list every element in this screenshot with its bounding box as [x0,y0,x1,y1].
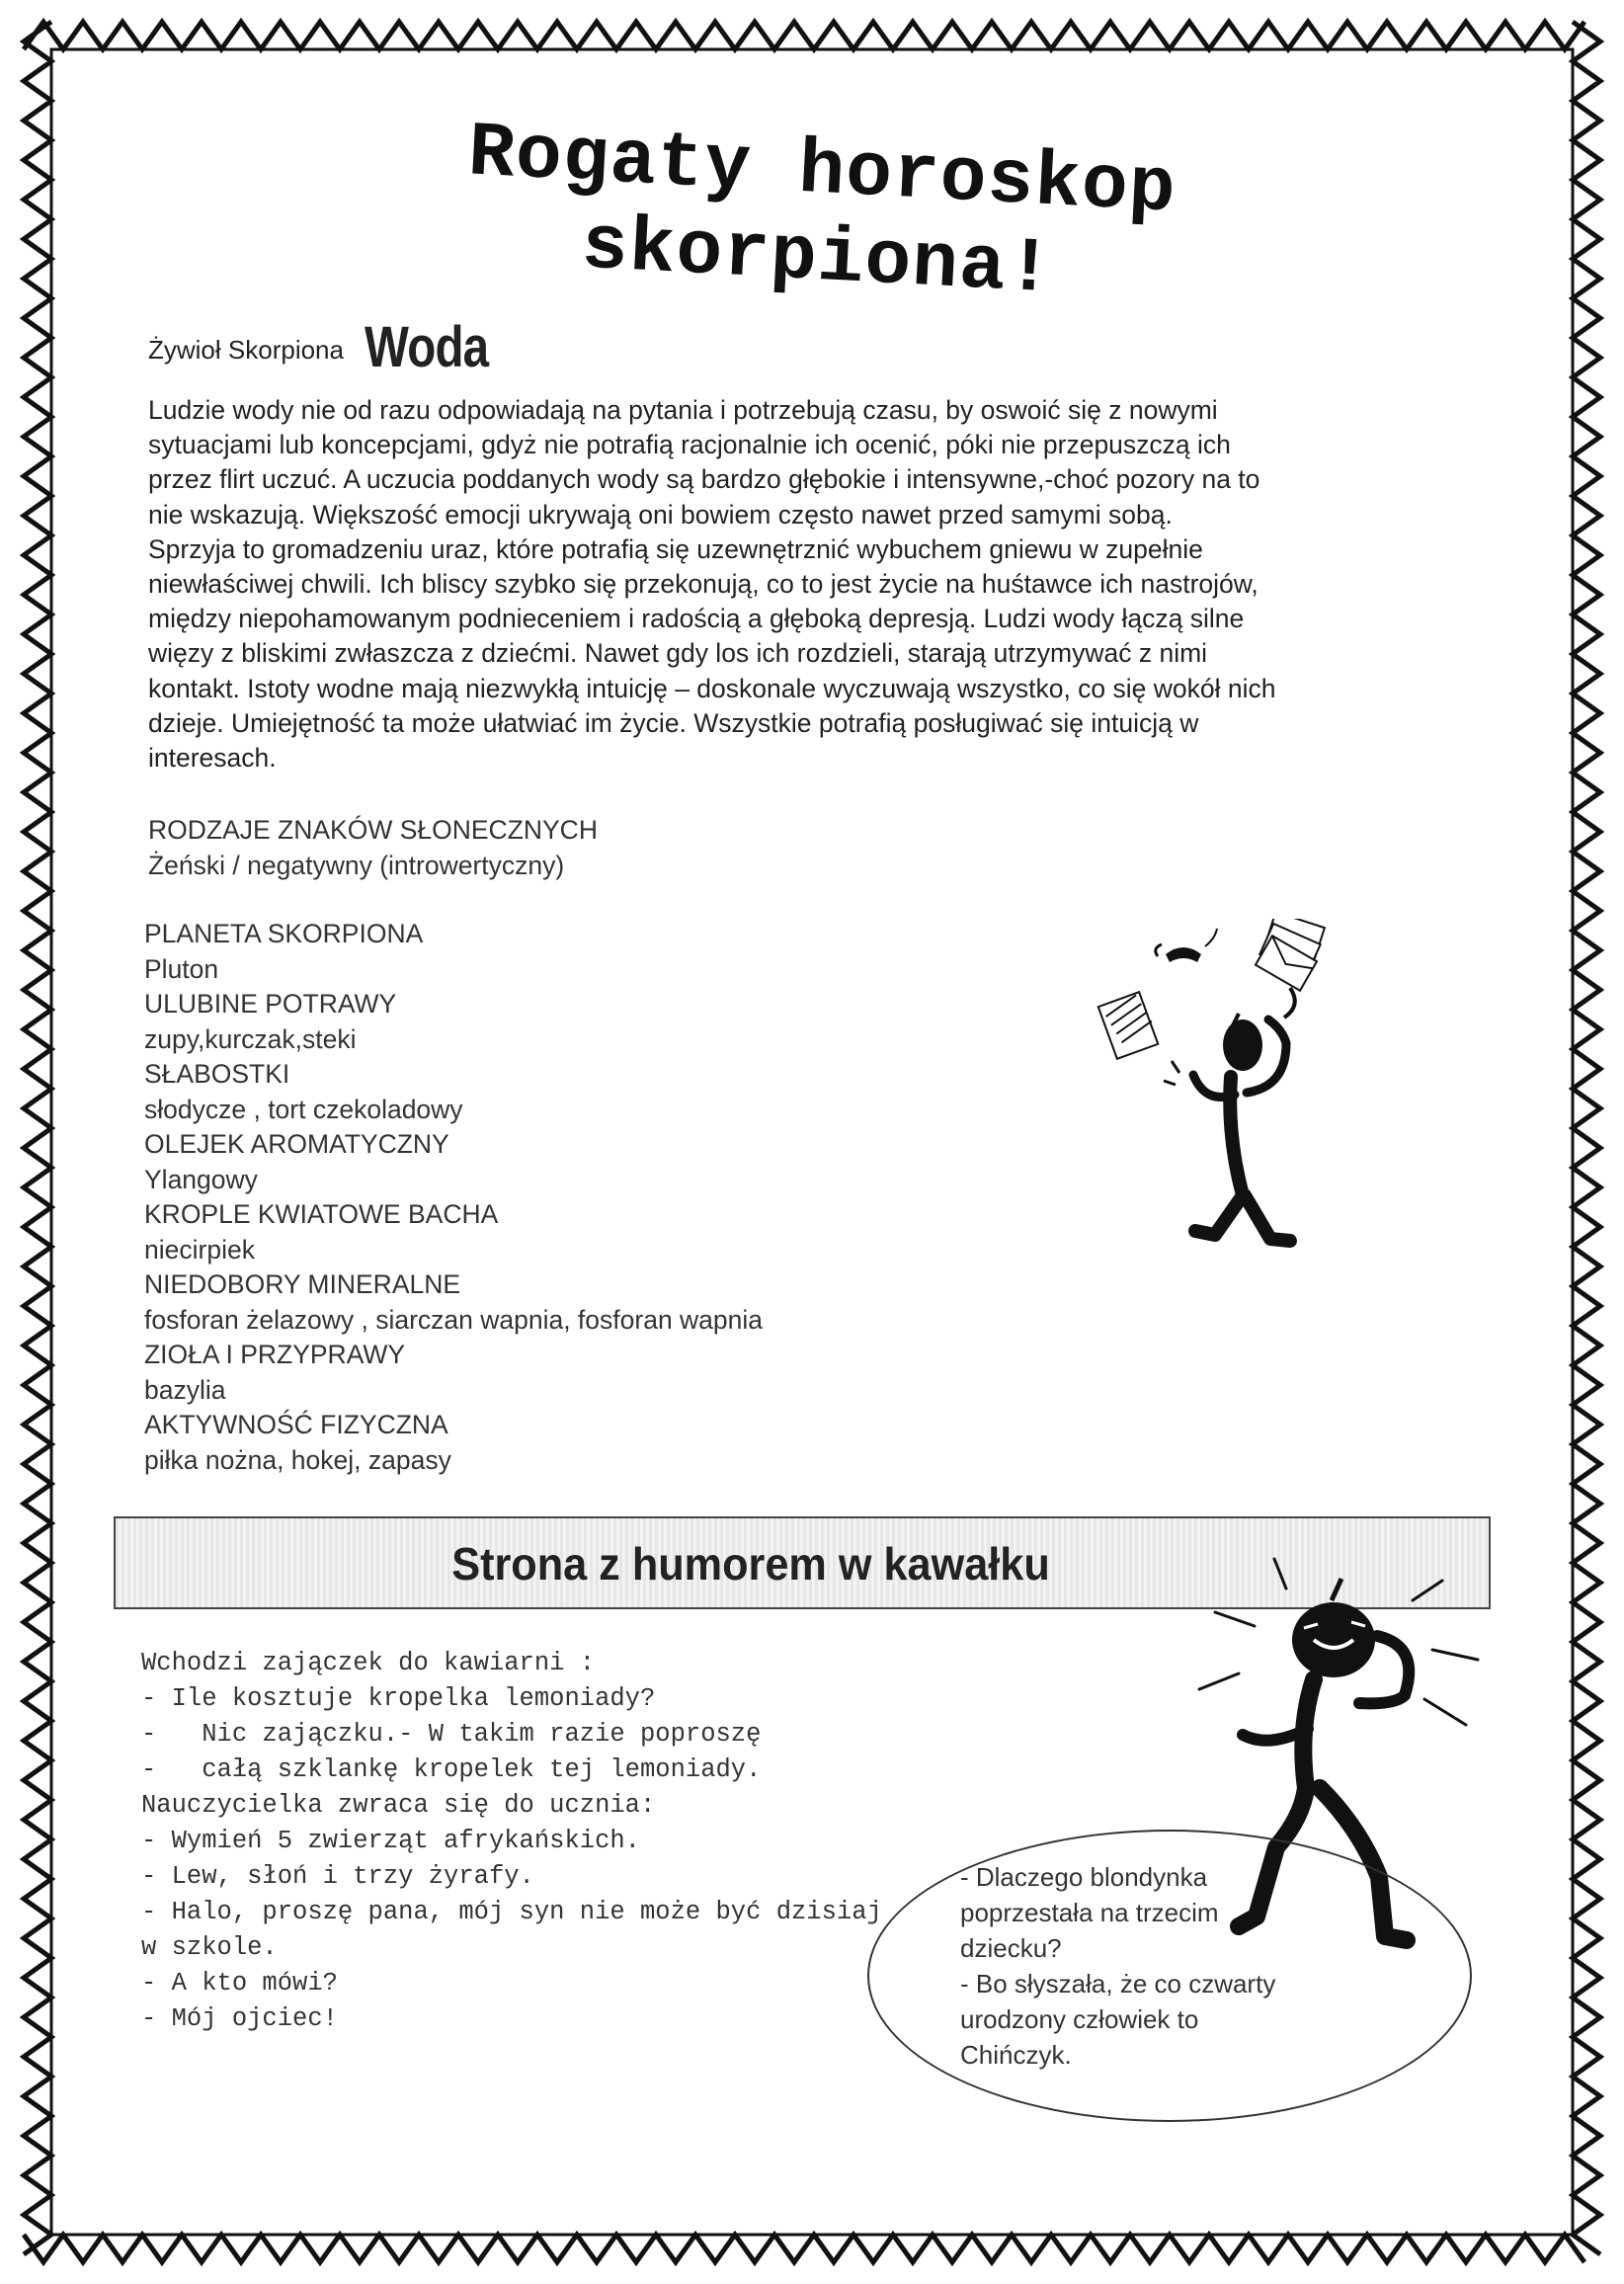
element-label: Żywioł Skorpiona [148,335,344,365]
attribute-heading: NIEDOBORY MINERALNE [144,1269,461,1299]
humor-heading: Strona z humorem w kawałku [451,1538,1050,1590]
joke-line: - całą szklankę kropelek tej lemoniady. [141,1755,762,1784]
joke-line: Nauczycielka zwraca się do ucznia: [141,1791,656,1820]
joke-line: - Wymień 5 zwierząt afrykańskich. [141,1827,640,1855]
attribute-value: fosforan żelazowy , siarczan wapnia, fosforan wapnia [144,1304,764,1335]
bubble-line: - Dlaczego blondynka [960,1862,1208,1892]
description-line: interesach. [148,743,277,774]
element-line [148,314,516,380]
description-line: sytuacjami lub koncepcjami, gdyż nie potrafią racjonalnie ich ocenić, póki nie przepuszczą ich [148,430,1231,460]
description-line: dzieje. Umiejętność ta może ułatwiać im życie. Wszystkie potrafią posługiwać się intuicją w [148,707,1199,738]
bubble-line: urodzony człowiek to [960,2004,1199,2034]
attribute-heading: AKTYWNOŚĆ FIZYCZNA [144,1410,448,1439]
sun-signs-heading: RODZAJE ZNAKÓW SŁONECZNYCH [148,815,598,845]
bubble-line: Chińczyk. [960,2040,1072,2070]
element-value: Woda [365,315,489,379]
sun-signs-section [148,812,598,883]
description-line: Sprzyja to gromadzeniu uraz, które potrafią się uzewnętrznić wybuchem gniewu w zupełnie [148,533,1203,564]
jokes-block [141,1646,882,2037]
description-line: Ludzie wody nie od razu odpowiadają na pytania i potrzebują czasu, by oswoić się z nowymi [148,395,1218,425]
attribute-heading: KROPLE KWIATOWE BACHA [144,1199,499,1229]
joke-line: - Mój ojciec! [141,2004,338,2033]
juggling-figure-icon [1096,919,1353,1274]
description-line: kontakt. Istoty wodne mają niezwykłą intuicję – doskonale wyczuwają wszystko, co się wokół nich [148,673,1276,703]
bubble-line: poprzestała na trzecim [960,1898,1219,1927]
description-paragraph [148,393,1472,775]
joke-line: - Nic zajączku.- W takim razie poproszę [141,1720,762,1749]
bubble-line: - Bo słyszała, że co czwarty [960,1969,1276,1998]
attribute-heading: ULUBINE POTRAWY [144,989,397,1019]
sun-signs-value: Żeński / negatywny (introwertyczny) [148,851,565,880]
attribute-heading: OLEJEK AROMATYCZNY [144,1129,449,1159]
joke-line: - A kto mówi? [141,1969,338,1998]
description-line: więzy z bliskimi zwłaszcza z dziećmi. Nawet gdy los ich rozdzieli, starają utrzymywać z nimi [148,638,1208,669]
attribute-value: niecirpiek [144,1234,255,1264]
joke-line: - Lew, słoń i trzy żyrafy. [141,1862,534,1891]
page-title: Rogaty horoskop skorpiona! [465,110,1178,315]
attribute-value: zupy,kurczak,steki [144,1023,357,1054]
joke-line: - Ile kosztuje kropelka lemoniady? [141,1684,656,1713]
description-line: między niepohamowanym podnieceniem i radością a głęboką depresją. Ludzi wody łączą silne [148,604,1245,634]
attribute-heading: PLANETA SKORPIONA [144,919,424,948]
bubble-joke [960,1859,1275,2073]
attribute-value: Ylangowy [144,1164,258,1194]
joke-line: Wchodzi zajączek do kawiarni : [141,1649,596,1677]
attribute-heading: SŁABOSTKI [144,1059,290,1089]
joke-line: - Halo, proszę pana, mój syn nie może być dzisiaj [141,1898,882,1926]
attribute-value: bazylia [144,1374,226,1405]
description-line: nie wskazują. Większość emocji ukrywają oni bowiem często nawet przed samymi sobą. [148,499,1173,530]
attributes-list [144,917,763,1478]
joke-line: w szkole. [141,1933,278,1962]
attribute-heading: ZIOŁA I PRZYPRAWY [144,1340,406,1369]
description-line: przez flirt uczuć. A uczucia poddanych wody są bardzo głębokie i intensywne,-choć pozory na to [148,464,1260,495]
bubble-line: dziecku? [960,1933,1062,1963]
attribute-value: słodycze , tort czekoladowy [144,1094,463,1124]
attribute-value: piłka nożna, hokej, zapasy [144,1444,451,1475]
attribute-value: Pluton [144,953,219,984]
description-line: niewłaściwej chwili. Ich bliscy szybko się przekonują, co to jest życie na huśtawce ich nastrojów, [148,569,1259,600]
